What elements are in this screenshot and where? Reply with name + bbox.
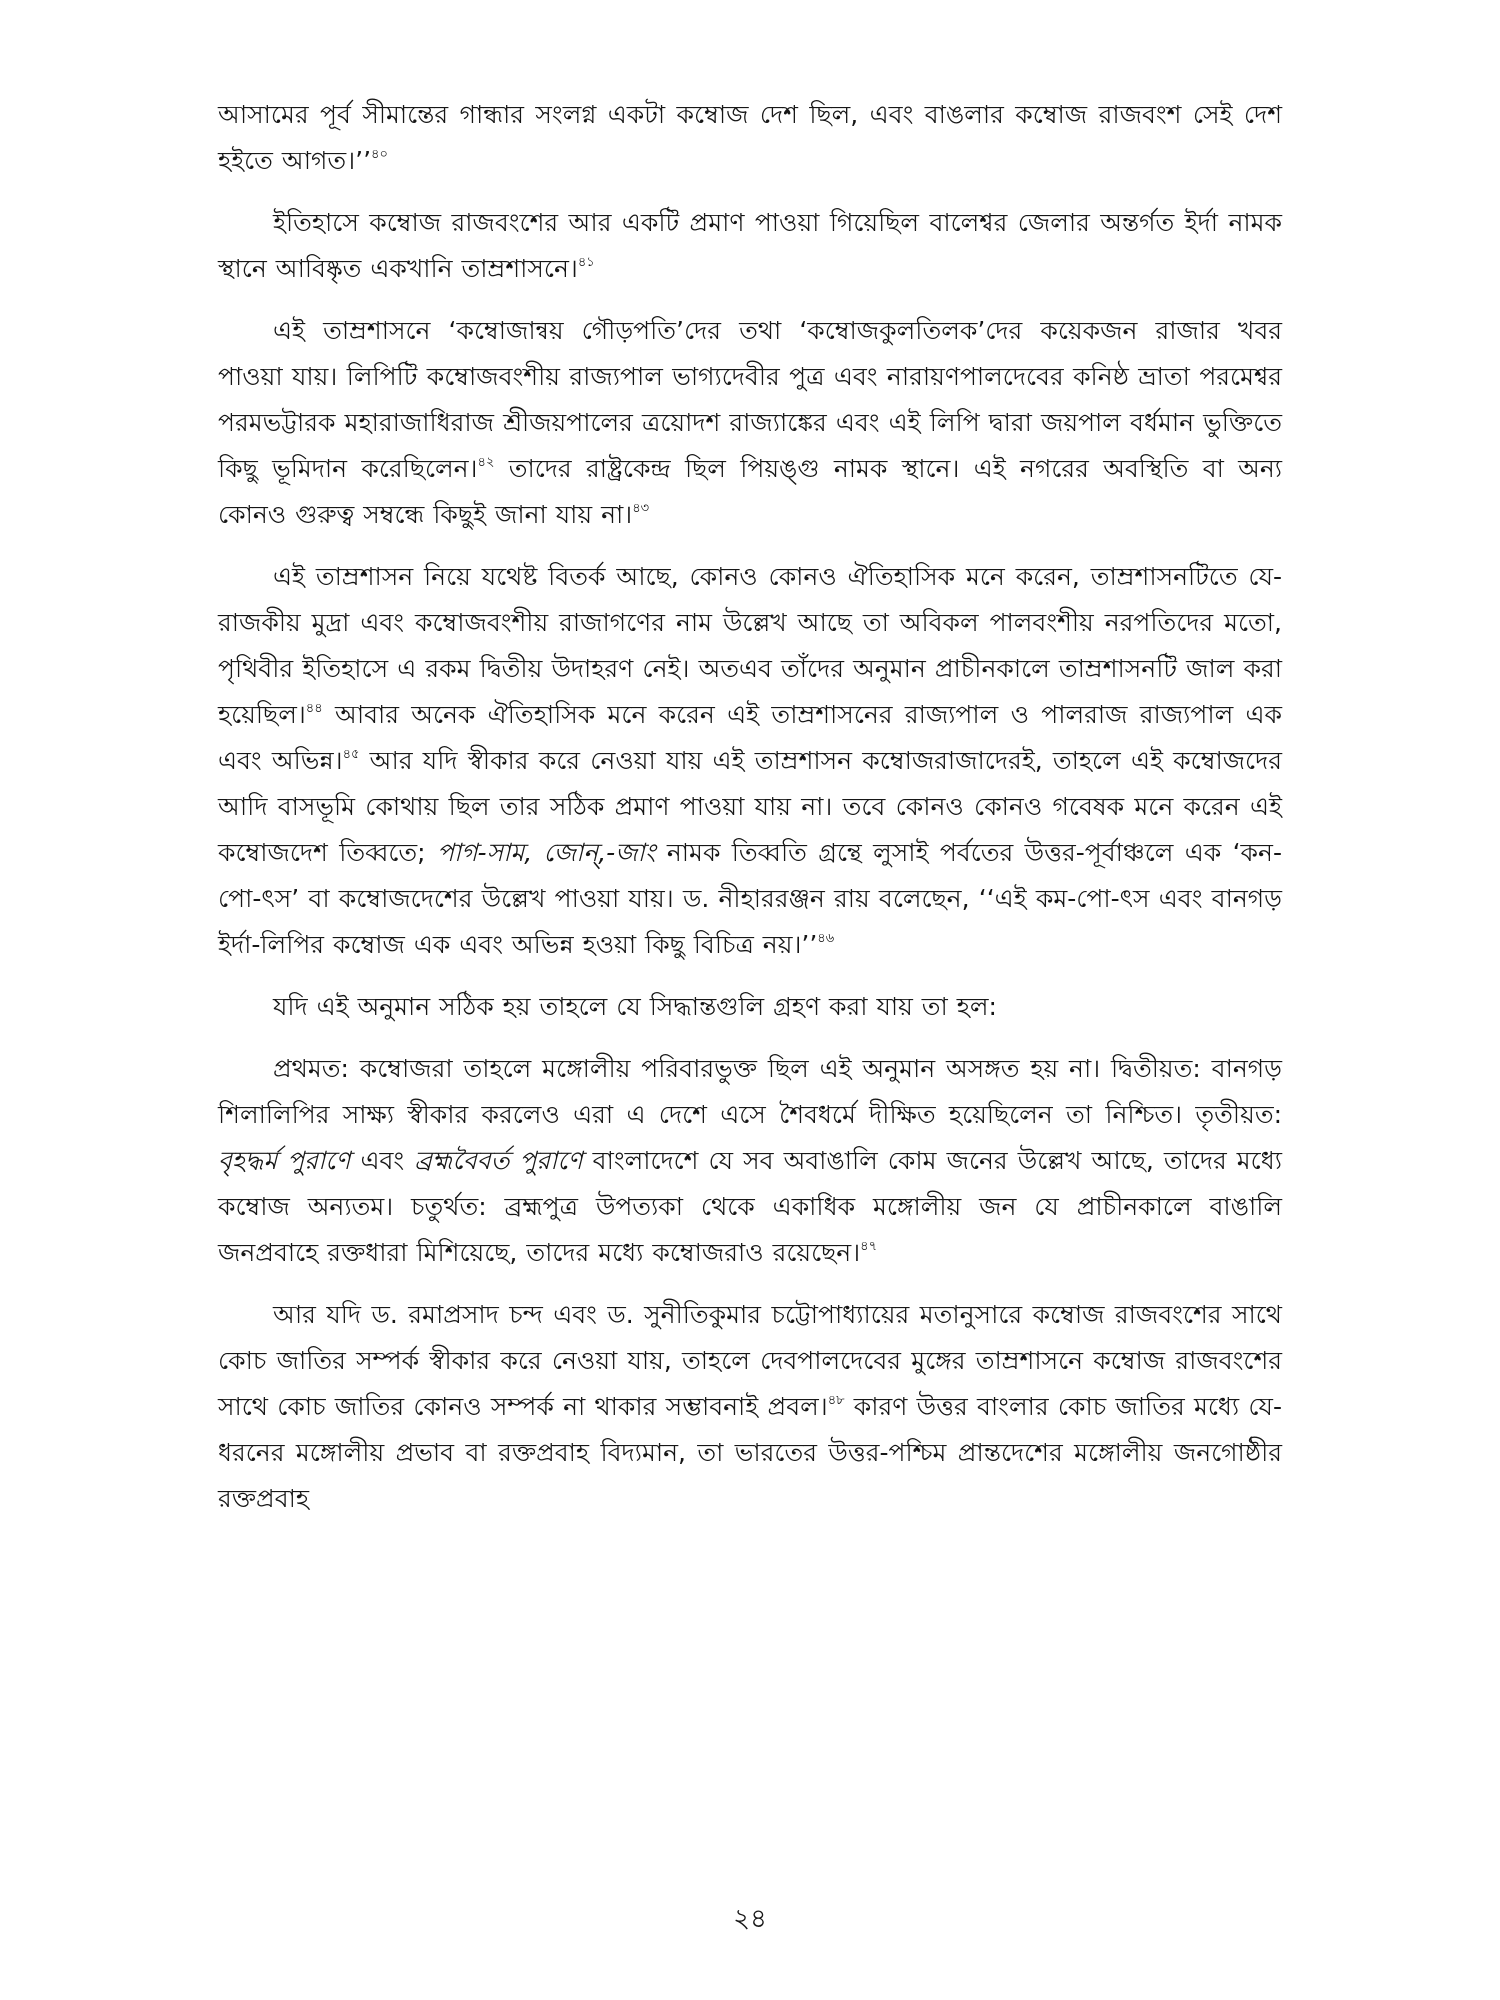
paragraph-text: প্রথমত: কম্বোজরা তাহলে মঙ্গোলীয় পরিবারভুক্ত ছিল এই অনুমান অসঙ্গত হয় না। দ্বিতীয়ত: বানগড় শিলালিপির সাক্ষ্য স্বীকার করলেও এরা এ দেশে এসে শৈবধর্মে দীক্ষিত হয়েছিলেন তা নিশ্চিত। তৃতীয়ত: xyxy=(218,1054,1282,1129)
paragraph-text: নামক তিব্বতি গ্রন্থে লুসাই পর্বতের উত্তর-পূর্বাঞ্চলে এক ‘কন-পো-ৎস’ বা কম্বোজদেশের উল্লেখ পাওয়া যায়। ড. নীহাররঞ্জন রায় বলেছেন, ‘‘এই কম-পো-ৎস এবং বানগড় ইর্দা-লিপির কম্বোজ এক এবং অভিন্ন হওয়া কিছু বিচিত্র নয়।’’ xyxy=(218,838,1282,959)
page-body xyxy=(218,92,1282,1522)
italic-title: পাগ-সাম, জোন্,-জাং xyxy=(436,838,656,867)
footnote-ref: ৪৪ xyxy=(305,700,323,716)
paragraph-text: আবার অনেক ঐতিহাসিক মনে করেন এই তাম্রশাসনের রাজ্যপাল ও পালরাজ রাজ্যপাল এক এবং অভিন্ন। xyxy=(218,700,1282,775)
page-number: ২৪ xyxy=(733,1904,767,1934)
paragraph xyxy=(218,554,1282,968)
paragraph-text: এবং xyxy=(350,1146,415,1175)
paragraph-text: ইতিহাসে কম্বোজ রাজবংশের আর একটি প্রমাণ পাওয়া গিয়েছিল বালেশ্বর জেলার অন্তর্গত ইর্দা নামক স্থানে আবিষ্কৃত একখানি তাম্রশাসনে। xyxy=(218,208,1282,283)
paragraph-text: আসামের পূর্ব সীমান্তের গান্ধার সংলগ্ন একটা কম্বোজ দেশ ছিল, এবং বাঙলার কম্বোজ রাজবংশ সেই দেশ হইতে আগত।’’ xyxy=(218,100,1282,175)
italic-title: ব্রহ্মবৈবর্ত পুরাণে xyxy=(414,1146,583,1175)
footnote-ref: ৪০ xyxy=(371,146,388,162)
paragraph-text: এই তাম্রশাসনে ‘কম্বোজান্বয় গৌড়পতি’দের তথা ‘কম্বোজকুলতিলক’দের কয়েকজন রাজার খবর পাওয়া যায়। লিপিটি কম্বোজবংশীয় রাজ্যপাল ভাগ্যদেবীর পুত্র এবং নারায়ণপালদেবের কনিষ্ঠ ভ্রাতা পরমেশ্বর পরমভট্টারক মহারাজাধিরাজ শ্রীজয়পালের ত্রয়োদশ রাজ্যাঙ্কের এবং এই লিপি দ্বারা জয়পাল বর্ধমান ভুক্তিতে কিছু ভূমিদান করেছিলেন। xyxy=(218,316,1282,483)
footnote-ref: ৪১ xyxy=(577,254,595,270)
paragraph-text: তাদের রাষ্ট্রকেন্দ্র ছিল পিয়ঙ্গু নামক স্থানে। এই নগরের অবস্থিতি বা অন্য কোনও গুরুত্ব সম্বন্ধে কিছুই জানা যায় না। xyxy=(218,454,1283,529)
paragraph xyxy=(218,200,1282,292)
footnote-ref: ৪৫ xyxy=(342,746,360,762)
footnote-ref: ৪৩ xyxy=(632,500,650,516)
footnote-ref: ৪৮ xyxy=(827,1392,845,1408)
footnote-ref: ৪৬ xyxy=(817,930,835,946)
paragraph xyxy=(218,1292,1282,1522)
footnote-ref: ৪৭ xyxy=(860,1238,878,1254)
italic-title: বৃহদ্ধর্ম পুরাণে xyxy=(218,1146,351,1175)
paragraph xyxy=(218,984,1282,1030)
paragraph-text: আর যদি স্বীকার করে নেওয়া যায় এই তাম্রশাসন কম্বোজরাজাদেরই, তাহলে এই কম্বোজদের আদি বাসভূমি কোথায় ছিল তার সঠিক প্রমাণ পাওয়া যায় না। তবে কোনও কোনও গবেষক মনে করেন এই কম্বোজদেশ তিব্বতে; xyxy=(218,746,1282,867)
paragraph xyxy=(218,92,1282,184)
paragraph-text: আর যদি ড. রমাপ্রসাদ চন্দ এবং ড. সুনীতিকুমার চট্টোপাধ্যায়ের মতানুসারে কম্বোজ রাজবংশের সাথে কোচ জাতির সম্পর্ক স্বীকার করে নেওয়া যায়, তাহলে দেবপালদেবের মুঙ্গের তাম্রশাসনে কম্বোজ রাজবংশের সাথে কোচ জাতির কোনও সম্পর্ক না থাকার সম্ভাবনাই প্রবল। xyxy=(218,1300,1282,1421)
footnote-ref: ৪২ xyxy=(477,454,495,470)
paragraph-text: যদি এই অনুমান সঠিক হয় তাহলে যে সিদ্ধান্তগুলি গ্রহণ করা যায় তা হল: xyxy=(273,992,997,1021)
paragraph-text: বাংলাদেশে যে সব অবাঙালি কোম জনের উল্লেখ আছে, তাদের মধ্যে কম্বোজ অন্যতম। চতুর্থত: ব্রহ্মপুত্র উপত্যকা থেকে একাধিক মঙ্গোলীয় জন যে প্রাচীনকালে বাঙালি জনপ্রবাহে রক্তধারা মিশিয়েছে, তাদের মধ্যে কম্বোজরাও রয়েছেন। xyxy=(218,1146,1282,1267)
paragraph xyxy=(218,308,1282,538)
paragraph-text: কারণ উত্তর বাংলার কোচ জাতির মধ্যে যে-ধরনের মঙ্গোলীয় প্রভাব বা রক্তপ্রবাহ বিদ্যমান, তা ভারতের উত্তর-পশ্চিম প্রান্তদেশের মঙ্গোলীয় জনগোষ্ঠীর রক্তপ্রবাহ xyxy=(218,1392,1282,1513)
paragraph xyxy=(218,1046,1282,1276)
paragraph-text: এই তাম্রশাসন নিয়ে যথেষ্ট বিতর্ক আছে, কোনও কোনও ঐতিহাসিক মনে করেন, তাম্রশাসনটিতে যে-রাজকীয় মুদ্রা এবং কম্বোজবংশীয় রাজাগণের নাম উল্লেখ আছে তা অবিকল পালবংশীয় নরপতিদের মতো, পৃথিবীর ইতিহাসে এ রকম দ্বিতীয় উদাহরণ নেই। অতএব তাঁদের অনুমান প্রাচীনকালে তাম্রশাসনটি জাল করা হয়েছিল। xyxy=(218,562,1282,729)
